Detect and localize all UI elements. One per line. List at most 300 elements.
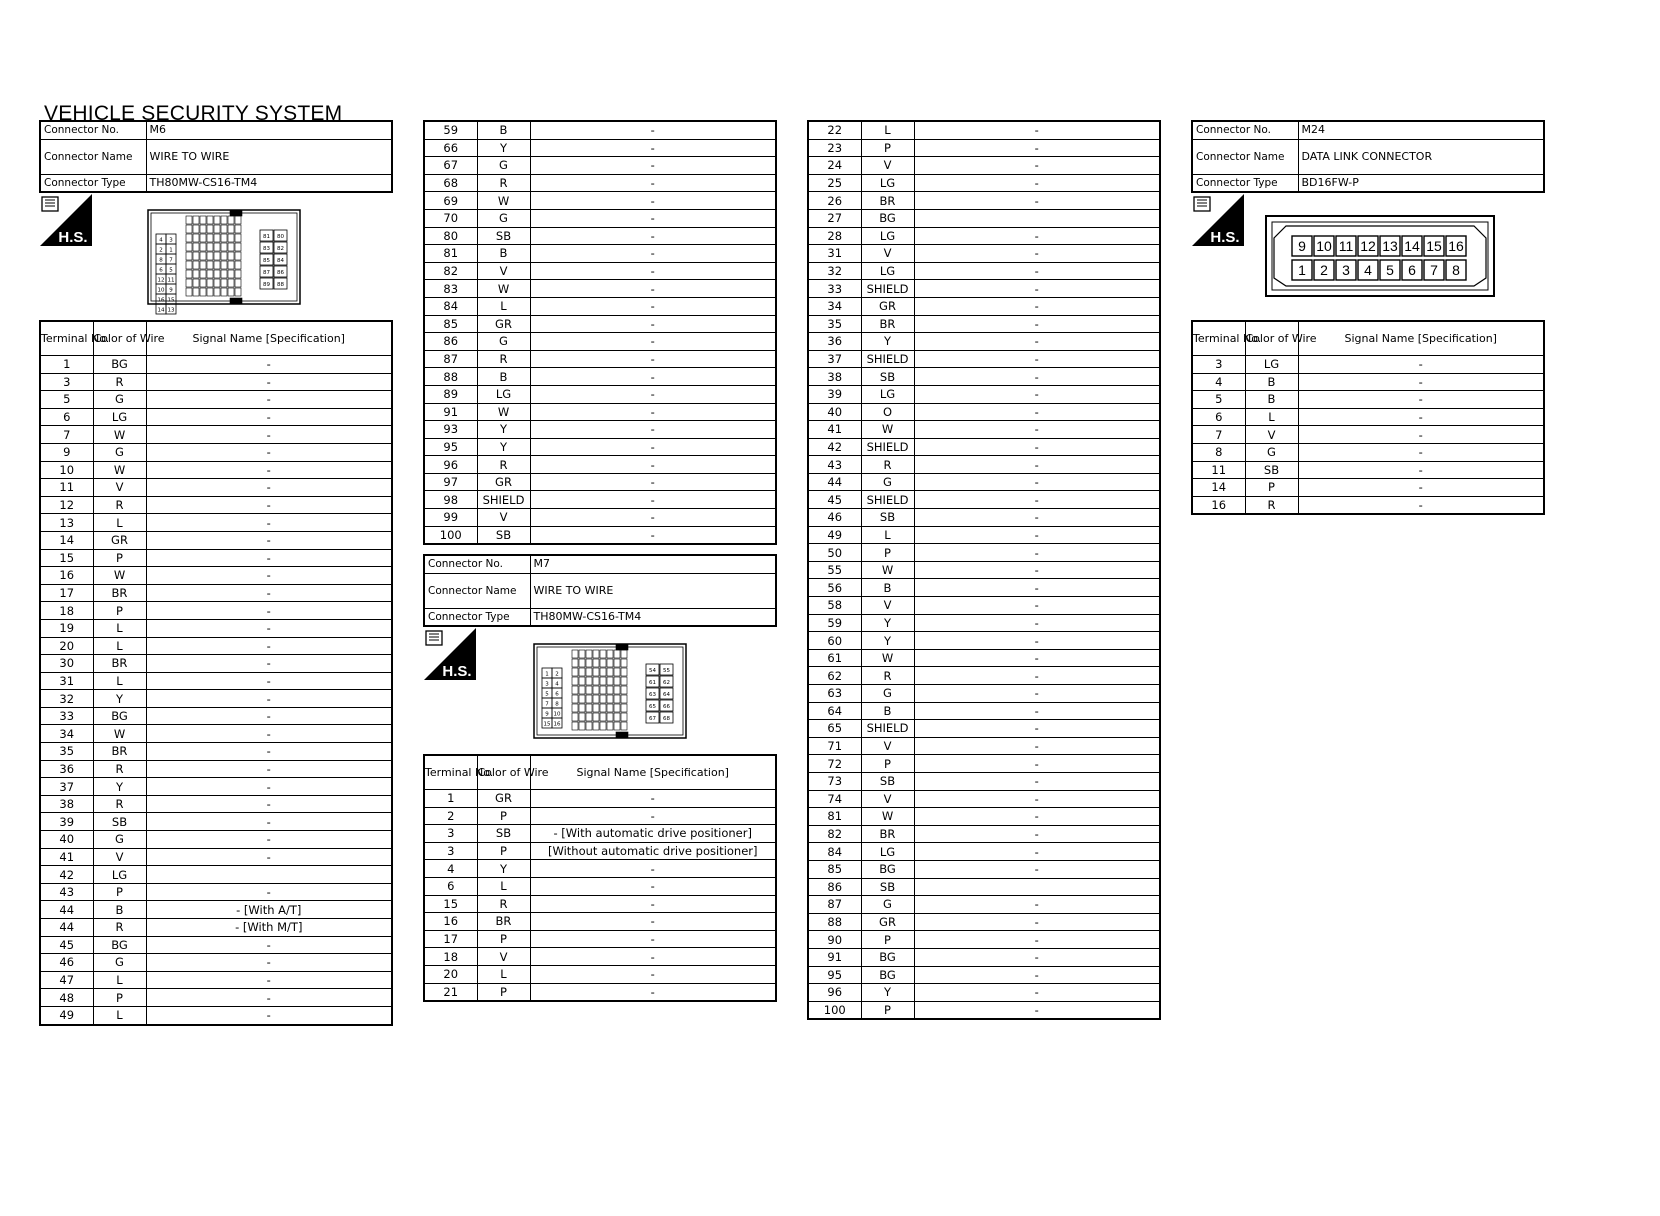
dlc-pin-label: 15 [1426,238,1442,254]
signal-name-cell: - [1298,479,1544,497]
terminal-no-cell: 31 [40,672,93,690]
grid-cavity [586,659,592,667]
dlc-pin-label: 12 [1360,238,1376,254]
table-row [40,619,392,637]
wire-color-cell: Y [477,860,530,878]
latch-bottom [230,298,242,304]
signal-name-cell: - [914,1001,1160,1019]
wire-color-cell: BG [861,860,914,878]
signal-name-cell: - [1298,443,1544,461]
table-row [808,333,1160,351]
terminal-no-cell: 55 [808,561,861,579]
grid-cavity [214,216,220,224]
terminal-no-cell: 6 [1192,408,1245,426]
dlc-pin [1314,260,1334,280]
cavity-label: 6 [555,691,559,698]
grid-cavity [186,279,192,287]
wire-color-cell: G [861,685,914,703]
signal-name-cell: - [914,192,1160,210]
grid-cavity [235,252,241,260]
table-row [40,672,392,690]
table-row [424,491,776,509]
cavity [660,676,673,687]
grid-cavity [193,288,199,296]
grid-cavity [586,668,592,676]
table-row [808,948,1160,966]
dlc-pin-label: 8 [1452,262,1460,278]
signal-name-cell: [Without automatic drive positioner] [530,842,776,860]
grid-cavity [579,713,585,721]
terminal-no-cell: 25 [808,174,861,192]
dlc-pin [1336,236,1356,256]
cavity [542,698,552,708]
m7-connector-face-icon [532,642,688,740]
table-row [1192,496,1544,514]
signal-name-cell: - [914,456,1160,474]
table-row [808,192,1160,210]
cavity [552,718,562,728]
table-row [808,385,1160,403]
table-row [40,602,392,620]
wire-color-cell: W [477,403,530,421]
table-row [424,333,776,351]
table-row [424,209,776,227]
signal-name-cell: - [146,567,392,585]
cavity-label: 9 [169,287,173,294]
table-row [424,983,776,1001]
cavity-label: 88 [277,282,284,288]
terminal-no-cell: 73 [808,772,861,790]
cavity [646,688,659,699]
table-row [424,860,776,878]
terminal-no-cell: 81 [424,245,477,263]
cavity [542,718,552,728]
wire-color-cell: BR [477,913,530,931]
cavity-label: 61 [649,680,656,686]
grid-cavity [235,216,241,224]
signal-name-cell: - [914,403,1160,421]
terminal-no-cell: 58 [808,597,861,615]
table-row [1192,443,1544,461]
table-row [808,121,1160,139]
grid-cavity [600,704,606,712]
cavity-label: 15 [543,721,551,728]
wire-color-cell: L [93,637,146,655]
terminal-no-cell: 42 [40,866,93,884]
wire-color-cell: BR [93,584,146,602]
cavity-label: 10 [157,287,165,294]
table-row [808,685,1160,703]
wire-color-cell: B [1245,373,1298,391]
terminal-no-cell: 63 [808,685,861,703]
terminal-no-cell: 17 [40,584,93,602]
wire-color-cell: G [477,157,530,175]
table-row [808,315,1160,333]
table-row [1192,461,1544,479]
signal-name-cell: - [530,192,776,210]
table-row [424,825,776,843]
signal-header: Signal Name [Specification] [1298,321,1544,356]
table-row [40,989,392,1007]
signal-name-cell: - [530,790,776,808]
grid-cavity [228,216,234,224]
wire-color-cell: SHIELD [861,280,914,298]
terminal-no-cell: 14 [1192,479,1245,497]
table-row [808,245,1160,263]
cavity-label: 5 [169,267,173,274]
terminal-no-cell: 50 [808,544,861,562]
grid-cavity [579,686,585,694]
cavity [156,244,166,254]
terminal-no-cell: 9 [40,443,93,461]
signal-name-cell: - [914,597,1160,615]
connector-type-value: BD16FW-P [1298,174,1544,192]
signal-name-cell: - [914,579,1160,597]
table-row [424,948,776,966]
signal-name-cell: - [1298,426,1544,444]
grid-cavity [614,659,620,667]
grid-cavity [221,243,227,251]
m6-connector-face-icon [146,208,302,314]
wire-color-cell: W [861,421,914,439]
table-row [424,157,776,175]
wire-color-cell: P [861,139,914,157]
table-row [808,720,1160,738]
signal-name-cell: - [914,737,1160,755]
table-row [424,350,776,368]
wire-color-cell: R [861,667,914,685]
grid-cavity [572,668,578,676]
terminal-no-cell: 17 [424,930,477,948]
table-row [40,901,392,919]
signal-header: Signal Name [Specification] [530,755,776,790]
grid-cavity [572,713,578,721]
wire-color-cell: R [93,795,146,813]
connector-no-label: Connector No. [40,121,146,139]
grid-cavity [186,216,192,224]
cavity [660,664,673,675]
cavity-label: 54 [649,668,656,674]
grid-cavity [572,677,578,685]
terminal-no-cell: 1 [40,356,93,374]
wire-color-cell: O [861,403,914,421]
cavity [552,708,562,718]
terminal-no-cell: 72 [808,755,861,773]
signal-name-cell: - [146,549,392,567]
grid-cavity [607,650,613,658]
cavity [274,278,287,289]
terminal-no-cell: 91 [808,948,861,966]
wire-color-cell: L [477,297,530,315]
wire-color-cell: GR [477,473,530,491]
wire-color-cell: GR [477,315,530,333]
grid-cavity [193,270,199,278]
table-row [40,426,392,444]
table-row [808,966,1160,984]
dlc-pin-label: 3 [1342,262,1350,278]
terminal-no-cell: 59 [808,614,861,632]
table-row [424,280,776,298]
cavity [156,274,166,284]
grid-cavity [600,722,606,730]
grid-cavity [193,243,199,251]
wire-color-cell: SB [861,878,914,896]
table-row [40,514,392,532]
cavity [166,284,176,294]
grid-cavity [193,225,199,233]
terminal-no-cell: 46 [40,954,93,972]
connector-type-value: TH80MW-CS16-TM4 [530,608,776,626]
table-row [1192,479,1544,497]
grid-cavity [614,677,620,685]
wire-color-cell: R [93,496,146,514]
grid-cavity [207,234,213,242]
terminal-no-cell: 96 [808,984,861,1002]
table-row [808,790,1160,808]
grid-cavity [621,668,627,676]
grid-cavity [572,704,578,712]
terminal-no-cell: 89 [424,385,477,403]
wire-color-cell: R [477,350,530,368]
grid-cavity [572,650,578,658]
connector-name-label: Connector Name [40,139,146,174]
terminal-no-cell: 81 [808,808,861,826]
table-row [424,297,776,315]
table-row [40,443,392,461]
signal-name-cell: - [146,356,392,374]
cavity [542,708,552,718]
m7-info-table [423,554,777,627]
wire-color-cell: L [93,1006,146,1024]
terminal-no-cell: 24 [808,157,861,175]
wire-color-cell: V [477,262,530,280]
signal-name-cell: - [530,139,776,157]
terminal-no-cell: 84 [424,297,477,315]
wire-color-cell: Y [93,778,146,796]
cavity-label: 87 [263,270,270,276]
signal-name-cell: - [146,426,392,444]
wire-color-cell: BG [861,966,914,984]
table-row [424,930,776,948]
terminal-no-cell: 38 [40,795,93,813]
table-row [40,795,392,813]
terminal-no-cell: 7 [1192,426,1245,444]
signal-name-cell [914,209,1160,227]
page-title: VEHICLE SECURITY SYSTEM [44,102,343,125]
signal-name-cell: - [146,743,392,761]
grid-cavity [193,252,199,260]
m7-terminal-table [423,754,777,1002]
signal-name-cell [146,866,392,884]
grid-cavity [186,252,192,260]
cavity [552,668,562,678]
wire-color-cell: BR [861,192,914,210]
cavity-label: 80 [277,234,284,240]
grid-cavity [214,243,220,251]
table-row [808,808,1160,826]
signal-name-cell: - [146,408,392,426]
terminal-no-cell: 39 [40,813,93,831]
terminal-no-cell: 96 [424,456,477,474]
dlc-pin [1358,260,1378,280]
terminal-no-cell: 49 [808,526,861,544]
terminal-no-cell: 85 [424,315,477,333]
dlc-pin-label: 5 [1386,262,1394,278]
grid-cavity [621,686,627,694]
table-row [808,456,1160,474]
dlc-pin-label: 2 [1320,262,1328,278]
table-row [808,1001,1160,1019]
signal-name-cell: - [914,931,1160,949]
grid-cavity [200,216,206,224]
dlc-pin-label: 14 [1404,238,1420,254]
table-row [808,473,1160,491]
wire-color-cell: V [861,245,914,263]
terminal-no-cell: 66 [424,139,477,157]
grid-cavity [200,279,206,287]
terminal-no-cell: 40 [40,831,93,849]
dlc-pin [1446,260,1466,280]
signal-name-cell: - [914,913,1160,931]
terminal-no-cell: 32 [808,262,861,280]
table-row [424,174,776,192]
table-row [808,772,1160,790]
cavity-label: 8 [555,701,559,708]
grid-cavity [607,677,613,685]
cavity [156,304,166,314]
table-row [808,667,1160,685]
table-row [40,813,392,831]
dlc-pin [1380,260,1400,280]
grid-cavity [193,234,199,242]
terminal-no-cell: 97 [424,473,477,491]
cavity-label: 11 [167,277,175,284]
m6-terminal-table [39,320,393,1026]
signal-name-cell: - [With A/T] [146,901,392,919]
grid-cavity [221,270,227,278]
terminal-no-cell: 15 [424,895,477,913]
wire-color-cell: BG [861,209,914,227]
grid-cavity [621,704,627,712]
grid-cavity [186,243,192,251]
grid-cavity [621,650,627,658]
table-row [1192,373,1544,391]
signal-name-cell: - [146,778,392,796]
table-row [808,825,1160,843]
table-row [40,743,392,761]
wire-color-cell: Y [477,421,530,439]
wire-color-cell: Y [477,438,530,456]
terminal-no-cell: 16 [1192,496,1245,514]
table-row [40,725,392,743]
dlc-pin-label: 16 [1448,238,1464,254]
grid-cavity [214,288,220,296]
grid-cavity [600,713,606,721]
wire-color-cell: P [93,883,146,901]
terminal-no-cell: 88 [424,368,477,386]
signal-name-cell: - [914,174,1160,192]
terminal-no-cell: 20 [40,637,93,655]
terminal-no-cell: 11 [1192,461,1245,479]
signal-name-cell: - [146,655,392,673]
grid-cavity [200,261,206,269]
cavity-label: 86 [277,270,284,276]
grid-cavity [621,695,627,703]
grid-cavity [200,234,206,242]
wire-color-cell: P [93,602,146,620]
table-row [424,262,776,280]
cavity-label: 68 [663,716,670,722]
cavity [156,254,166,264]
signal-name-cell: - [146,848,392,866]
signal-name-cell: - [914,544,1160,562]
terminal-no-cell: 28 [808,227,861,245]
cavity-label: 81 [263,234,270,240]
terminal-no-cell: 30 [40,655,93,673]
table-row [1192,356,1544,374]
grid-cavity [586,704,592,712]
latch-top [230,210,242,216]
signal-name-cell: - [146,514,392,532]
table-row [808,209,1160,227]
signal-name-cell: - [914,121,1160,139]
grid-cavity [607,659,613,667]
signal-name-cell: - [914,720,1160,738]
cavity [166,244,176,254]
connector-name-label: Connector Name [424,573,530,608]
grid-cavity [579,659,585,667]
terminal-no-cell: 95 [808,966,861,984]
table-row [40,356,392,374]
table-row [424,965,776,983]
table-row [808,878,1160,896]
wire-color-cell: LG [861,262,914,280]
wire-color-cell: W [861,649,914,667]
grid-cavity [600,668,606,676]
terminal-no-cell: 100 [808,1001,861,1019]
terminal-no-cell: 42 [808,438,861,456]
wire-color-cell: G [477,333,530,351]
wire-color-cell: R [861,456,914,474]
terminal-no-cell: 82 [808,825,861,843]
grid-cavity [200,288,206,296]
signal-name-cell: - [146,883,392,901]
terminal-no-cell: 87 [424,350,477,368]
grid-cavity [579,722,585,730]
wire-color-cell: LG [477,385,530,403]
terminal-no-cell: 47 [40,971,93,989]
table-row [40,831,392,849]
cavity [542,668,552,678]
terminal-no-cell: 4 [1192,373,1245,391]
grid-cavity [228,261,234,269]
table-row [808,227,1160,245]
signal-name-cell: - [914,825,1160,843]
table-row [40,919,392,937]
terminal-no-cell: 95 [424,438,477,456]
table-row [424,121,776,139]
connector-name-label: Connector Name [1192,139,1298,174]
signal-name-cell: - [146,602,392,620]
terminal-no-cell: 41 [40,848,93,866]
signal-name-cell: - [530,315,776,333]
cavity [646,676,659,687]
wire-color-cell: BR [93,743,146,761]
cavity-label: 16 [553,721,561,728]
grid-cavity [214,252,220,260]
grid-cavity [572,722,578,730]
cavity [166,234,176,244]
